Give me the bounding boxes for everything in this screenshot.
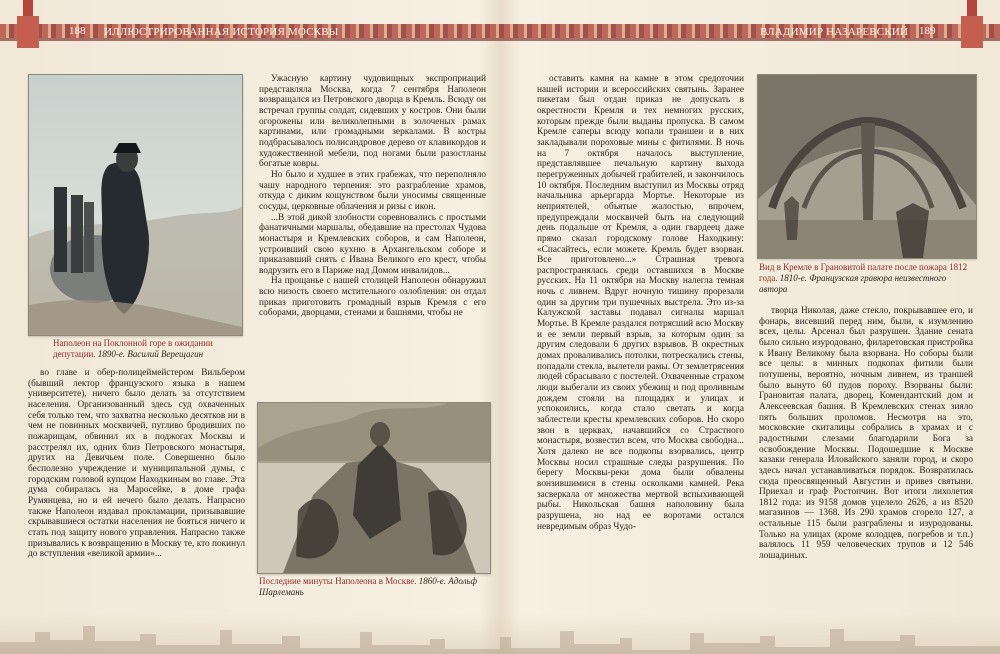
left-running-title: ИЛЛЮСТРИРОВАННАЯ ИСТОРИЯ МОСКВЫ [104, 26, 339, 38]
middle-left-column-text [259, 74, 486, 400]
right-page-number: 189 [919, 25, 936, 37]
napoleon-caption [53, 338, 245, 360]
paragraph: оставить камня на камне в этом средоточии нашей истории и всероссийских святынь. Заранее пикетам был отдан приказ не допускать в окрестности Кремля и тех немногих русских, которым прежде были выданы пропуска. В самом Кремле саперы всюду копали траншеи и в них закладывали пороховые мины с фитилями. В ночь на 7 октября началось выступление, представлявшее печальную картину выхода перегруженных добычей грабителей, и закончилось 10 октября. Последним выступил из Москвы отряд начальника арьергарда Мортье. Некоторые из неприятелей, объятые жалостью, впрочем, предупреждали москвичей быть на следующий день подальше от Кремля, а один гвардеец даже прямо сказал городскому голове Находкину: «Спасайтесь, если можете. Кремль будет взорван. Все приготовлено...» Страшная тревога распространялась среди оставшихся в Москве русских. На 11 октября на Москву налегла темная ночь с ливнем. Вдруг ночную тишину прорезали один за другим три пушечных выстрела. Это из-за Калужской заставы подавал сигналы маршал Мортье. В Кремле раздался потрясший всю Москву и ее земли первый взрыв, за которым один за другим следовали 6 других взрывов. В окрестных домах проваливались потолки, потрескались стены, попадали стекла, вылетели рамы. От землетрясения людей сбрасывало с постелей. Охваченные страхом люди выбегали из своих убежищ и под проливным дождем стояли на площадях и улицах и успокоились, когда стало светать и когда заблестели кресты кремлевских соборов. Но скоро звон в церквах, начавшийся со Страстного монастыря, возвестил всем, что Москва свободна... Хотя далеко не все подкопы взорвались, центр Москвы носил страшные следы разрушения. По берегу Москвы-реки дома были обвалены вонзившимися в стены осколками камней. Река засверкала от множества мертвой вспыхивающей рыбы. Никольская башня наполовину была разрушена, но над ее воротами остался невредимым образ Чудо- [537, 74, 744, 532]
napoleon-caption-title: Наполеон на Поклонной горе в ожидании депутации. [53, 338, 213, 359]
granovitaya-caption-meta: 1810-е. Французская гравюра неизвестного автора [759, 273, 947, 294]
granovitaya-engraving [757, 74, 977, 259]
last-minutes-caption-meta: 1860-е. Адольф Шарлемань [259, 576, 478, 597]
kremlin-tower-icon [958, 0, 986, 48]
left-page-number: 188 [69, 25, 86, 37]
napoleon-caption-meta: 1890-е. Василий Верещагин [97, 349, 204, 359]
last-minutes-engraving [257, 402, 491, 574]
granovitaya-caption-title: Вид в Кремле в Грановитой палате после пожара 1812 года. [759, 262, 968, 283]
paragraph: Но было и худшее в этих грабежах, что переполняло чашу народного терпения: это разграбление храмов, откуда с диким кощунством были уносимы священные сосуды, церковные облачения и ризы с икон. [259, 169, 486, 212]
city-skyline-icon [0, 614, 1000, 654]
granovitaya-caption [759, 262, 973, 295]
napoleon-painting [28, 74, 243, 336]
left-column-text [28, 368, 245, 606]
page-header [0, 0, 1000, 52]
middle-right-column-text [537, 74, 744, 608]
paragraph: Ужасную картину чудовищных экспроприаций представляла Москва, когда 7 сентября Наполеон возвращался из Петровского дворца в Кремль. Всюду он встречал группы солдат, сидевших у костров. Они были огорожены или великолепными в золоченых рамах картинами, или громадными зеркалами. В костры подбрасывалось полисандровое дерево от клавикордов и художественной мебели, под ногами были разостланы богатые ковры. [259, 74, 486, 170]
footer-ornament [0, 614, 1000, 654]
paragraph: На прощанье с нашей столицей Наполеон обнаружил всю низость своего мстительного озлобления: он отдал приказ приготовить громадный взрыв Кремля с его соборами, дворцами, стенами и башнями, чтобы не [259, 276, 486, 319]
kremlin-tower-icon [14, 0, 42, 48]
decorative-rule [0, 38, 1000, 41]
last-minutes-caption [259, 576, 487, 598]
paragraph: творца Николая, даже стекло, покрывавшее его, и фонарь, висевший перед ним, были, к изумлению всех, целы. Арсенал был разрушен. Здание сената было сильно изуродовано, филаретовская пристройка к Ивану Великому была взорвана. Но соборы были все целы: в минных подкопах фитили были потушены, вероятно, ночным ливнем, из траншей было вынуто 60 пудов пороху. Взорваны были: Грановитая палата, дворец, Комендантский дом и Алексеевская башня. В Кремлевских стенах зияло пять больших проломов. Несмотря на это, московские скиталицы собрались в храмах и с радостными слезами благодарили Бога за освобождение Москвы. Подошедшие к Москве казаки генерала Иловайского заняли город, и скоро здесь начал устанавливаться порядок. Возвратилась сюда преосвященный Августин и привез святыни. Приехал и граф Ростопчин. Вот итоги лихолетия 1812 года: из 9158 домов уцелело 2626, а из 8520 магазинов — 1368. Из 290 храмов сгорело 127, а остальные 115 были разграблены и изуродованы. Только на улицах (кроме колодцев, погребов и т.п.) валялось 11 959 человеческих трупов и 12 546 лошадиных. [759, 306, 973, 562]
last-minutes-caption-title: Последние минуты Наполеона в Москве. [259, 576, 417, 586]
napoleon-painting-illustration [29, 75, 242, 335]
paragraph: во главе и обер-полицеймейстером Вильбером (бывший лектор французского языка в нашем университете), ничего было делать за отсутствием населения. Организованный здесь суд охваченных себя только тем, что захватна несколько десятков ни в чем не повинных москвичей, пугливо бродивших по пожарищам, обвинил их в поджогах Москвы и расстрелял их, одних близ Петровского монастыря, других на Девичьем поле. Совершенно было бесполезно учреждение и муниципальной думы, с городским головой купцом Находкиным во главе. Эта дума собиралась на Маросейке, в доме графа Румянцева, но и ей нечего было делать. Напрасно также Наполеон издавал прокламации, призывавшие скрывавшиеся остатки населения не бояться ничего и стать под защиту нового управления. Напрасно также призывались к возвращению в Москву те, кто покинул до вступления «великой армии»... [28, 368, 245, 560]
last-minutes-engraving-illustration [258, 403, 490, 573]
right-column-text [759, 306, 973, 606]
right-running-author: ВЛАДИМИР НАЗАРЕВСКИЙ [760, 26, 909, 38]
granovitaya-engraving-illustration [758, 75, 976, 258]
paragraph: ...В этой дикой злобности соревновались с простыми фанатичными маршалы, обедавшие на престолах Чудова монастыря и Кремлевских соборов, и сам Наполеон, устроивший свою кухню в Архангельском соборе и приказавший снять с Ивана Великого его крест, чтобы водрузить его в Париже над Домом инвалидов... [259, 212, 486, 276]
